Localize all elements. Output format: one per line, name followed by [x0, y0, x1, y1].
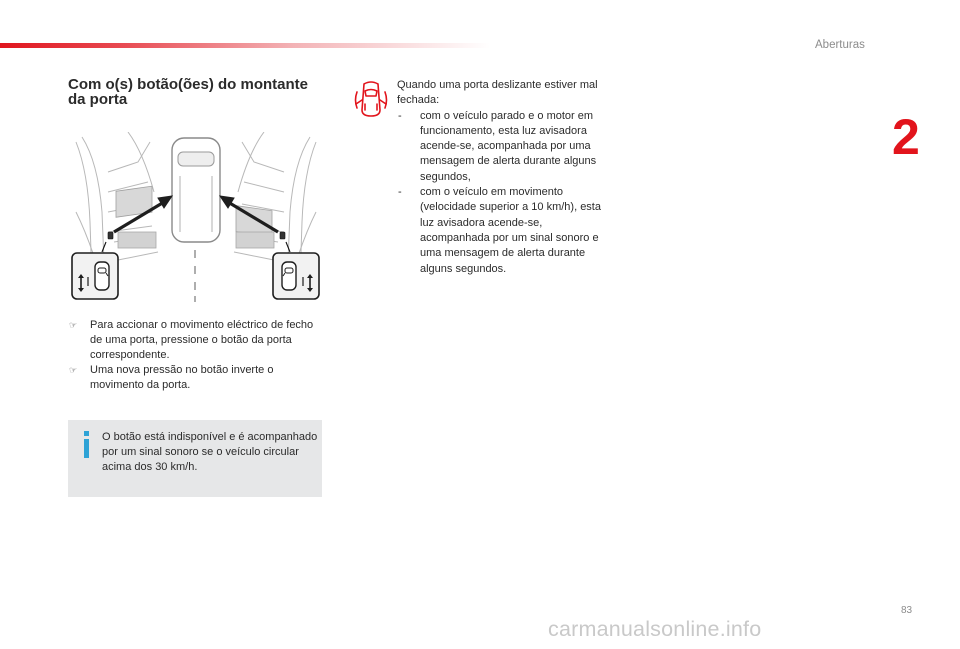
- warning-item-text: com o veículo parado e o motor em funcionamento, esta luz avisadora acende-se, acompanhada por uma mensagem de alerta durante alguns segundos,: [420, 109, 597, 183]
- instruction-item: [68, 318, 324, 363]
- chapter-number: 2: [892, 109, 920, 165]
- warning-item-text: com o veículo em movimento (velocidade superior a 10 km/h), esta luz avisadora acende-se, acompanhada por um sinal sonoro e uma mensagem de alerta durante alguns segundos.: [420, 186, 601, 275]
- section-title: Com o(s) botão(ões) do montante da porta: [68, 76, 308, 108]
- dash-marker: -: [398, 109, 402, 122]
- warning-item: [397, 185, 607, 277]
- door-open-warning-icon: [354, 80, 388, 120]
- instruction-item: [68, 363, 324, 393]
- warning-intro: Quando uma porta deslizante estiver mal fechada:: [397, 79, 598, 107]
- instruction-text: Para accionar o movimento eléctrico de fecho de uma porta, pressione o botão da porta correspondente.: [90, 319, 314, 361]
- page-number: 83: [901, 605, 913, 616]
- info-note-box: [68, 420, 322, 497]
- watermark: carmanualsonline.info: [548, 617, 762, 641]
- sliding-door-buttons-illustration: [68, 132, 324, 304]
- pointing-hand-icon: ☞: [69, 365, 78, 375]
- door-warning-text: [397, 78, 607, 277]
- right-door-button-callout: [273, 253, 319, 299]
- header-accent-bar: [0, 43, 490, 48]
- section-name: Aberturas: [815, 39, 865, 51]
- warning-item: [397, 109, 607, 185]
- left-door-button-callout: [72, 253, 118, 299]
- info-note-text: O botão está indisponível e é acompanhado por um sinal sonoro se o veículo circular acima dos 30 km/h.: [102, 431, 318, 473]
- instruction-text: Uma nova pressão no botão inverte o movimento da porta.: [90, 364, 274, 391]
- dash-marker: -: [398, 186, 402, 199]
- instruction-list: [68, 318, 324, 393]
- pointing-hand-icon: ☞: [69, 320, 78, 330]
- info-icon: [82, 430, 92, 460]
